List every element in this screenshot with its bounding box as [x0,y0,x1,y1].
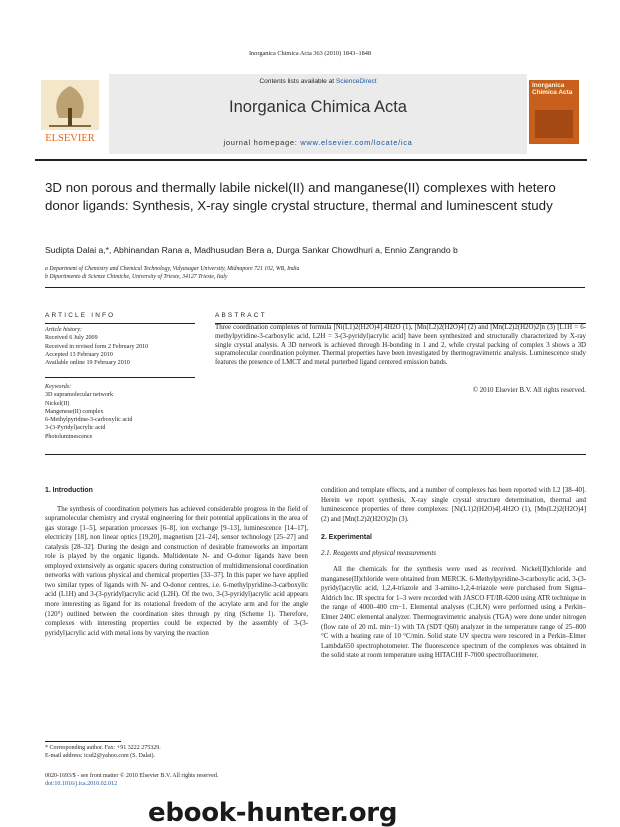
elsevier-wordmark: ELSEVIER [45,133,95,144]
article-info-rule [45,323,195,324]
watermark: ebook-hunter.org [148,798,398,827]
keywords-label: Keywords: [45,384,72,390]
elsevier-logo [35,78,105,146]
keyword-item: 3D supramolecular network [45,392,114,399]
article-history [45,326,195,367]
keyword-item: 6-Methylpyridine-3-carboxylic acid [45,417,133,424]
experimental-heading: 2. Experimental [321,534,372,542]
homepage-line [109,138,527,147]
history-label: Article history: [45,327,83,333]
introduction-heading: 1. Introduction [45,487,93,494]
right-column [321,486,586,661]
reagents-paragraph: All the chemicals for the synthesis were used as received. Nickel(II)chloride and manganese(II)chloride were obtained from MERCK. 6-Methylpyridine-3-carboxylic acid, 3-(3-pyridyl)acrylic acid, 1,2,4-triazole and 3-amino-1,2,4-triazole were purchased from Sigma–Aldrich Inc. IR spectra for 1–3 were recorded with JASCO FT/IR-6200 using ATR technique in the range of 4000–400 cm−1. Elemental analyses (C,H,N) were performed using a Perkin–Elmer 240C elemental analyzer. Thermogravimetric analysis (TGA) were done under nitrogen (flow rate of 20 mL min−1) with TA (SDT Q60) analyzer in the temperature range of 25–800 °C with a heating rate of 10 °C/min. Solid state UV spectra were rescored in a Perkin–Elmer Lambda650 spectrophotometer. The fluorescence spectrum of the complexes was obtained in the solid state at room temperature using HITACHI F-7000 spectrofluorimeter. [321,566,586,660]
keyword-item: Nickel(II) [45,400,70,407]
history-rule [45,377,195,378]
left-column [45,486,308,638]
introduction-continuation: condition and template effects, and a number of complexes has been reported with L2 [38–40]. Herein we report synthesis, X-ray single crystal structure determination, thermal and luminescence properties of three complexes: [Ni(L1)2(H2O)4].4H2O (1), [Mn(L2)2(H2O)4] (2) and [Mn(L2)2(H2O)2]n (3). [321,487,586,523]
keyword-item: Photoluminescence [45,433,93,440]
history-item: Available online 19 February 2010 [45,360,130,367]
journal-cover-image [529,80,579,144]
reagents-subheading: 2.1. Reagents and physical measurements [321,549,436,557]
article-info-heading: ARTICLE INFO [45,312,116,319]
journal-header [35,68,587,154]
issn-line: 0020-1693/$ - see front matter © 2010 Elsevier B.V. All rights reserved. [45,773,219,779]
history-item: Received in revised form 2 February 2010 [45,343,149,350]
keywords [45,383,195,441]
abstract-text: Three coordination complexes of formula [Ni(L1)2(H2O)4].4H2O (1), [Mn(L2)2(H2O)4] (2) and [Mn(L2)2(H2O)2]n (3) [L1H = 6-methylpyridine-3-carboxylic acid, L2H = 3-(3-pyridyl)acrylic acid] have been synthesized and structurally characterized by X-ray single crystal analysis. A 3D network is achieved through H-bonding in 1 and 2, while crystal packing of complex 3 shows a 3D supramolecular coordination polymer. Thermal properties have been investigated by thermogravimetric analysis. Luminescence study features the presence of LMCT and metal purterbed ligand centered emission bands. [215,324,586,367]
keyword-item: 3-(3-Pyridyl)acrylic acid [45,425,106,432]
contents-prefix: Contents lists available at [259,78,336,85]
email-note: E-mail address: icsd2@yahoo.com (S. Dalai). [45,753,155,759]
introduction-paragraph: The synthesis of coordination polymers has achieved considerable progress in the field of supramolecular chemistry and crystal engineering for their potential applications in the area of gas storage [1–5], separation processes [6–8], ion exchange [9–13], luminescence [14–17], electricity [18], non linear optics [19,20], magnetism [21–24], sensor technology [25–27] and catalysis [28–32]. During the design and construction of desirable frameworks an important role is played by the organic ligands. Multidentate N- and O-donor ligands have been employed extensively as organic spacers during construction of multidimensional coordination networks with various physical and chemical properties [33–37]. In this paper we have applied two similar types of ligands with N- and O-donor centres, i.e. 6-methylpyridine-3-carboxylic acid (L1H) and 3-(3-pyridyl)acrylic acid (L2H). Of the two, 3-(3-pyridyl)acrylic acid appears more interesting as ligand for its rotational freedom of the acrylate arm and for the angle (120°) outlined between the coordination sites through py ring (Scheme 1). Therefore, complexes with interesting properties could be expected by the assembly of 3-(3-pyridyl)acrylic acid with metal ions by varying the reaction [45,505,308,637]
sciencedirect-link[interactable]: ScienceDirect [335,78,377,85]
abstract-end-rule [45,454,586,455]
corresponding-author-note: * Corresponding author. Fax: +91 3222 275329. [45,745,161,751]
doi-link[interactable]: doi:10.1016/j.ica.2010.02.012 [45,781,118,787]
affiliation-a: a Department of Chemistry and Chemical Technology, Vidyasagar University, Midnapore 721 102, WB, India [45,266,300,272]
affiliation-rule [45,287,585,288]
article-title: 3D non porous and thermally labile nickel(II) and manganese(II) complexes with hetero donor ligands: Synthesis, X-ray single crystal structure, thermal and luminescent study [45,180,556,213]
history-item: Received 6 July 2009 [45,335,98,342]
author-list: Sudipta Dalai a,*, Abhinandan Rana a, Madhusudan Bera a, Durga Sankar Chowdhuri a, Ennio Zangrando b [45,245,458,255]
copyright-line: © 2010 Elsevier B.V. All rights reserved. [472,387,586,394]
journal-banner [109,74,527,154]
abstract-heading: ABSTRACT [215,312,267,319]
cover-artwork [535,110,573,138]
homepage-link[interactable]: www.elsevier.com/locate/ica [300,138,413,147]
affiliation-b: b Dipartimento di Scienze Chimiche, University of Trieste, 34127 Trieste, Italy [45,274,228,280]
contents-line [109,78,527,85]
cover-title: Inorganica Chimica Acta [532,82,573,96]
running-head: Inorganica Chimica Acta 363 (2010) 1843–1848 [248,50,372,57]
header-rule [35,159,587,161]
keyword-item: Mangenese(II) complex [45,408,104,415]
journal-title: Inorganica Chimica Acta [229,98,407,116]
history-item: Accepted 13 February 2010 [45,351,113,358]
footnote-rule [45,741,121,742]
homepage-prefix: journal homepage: [223,138,301,147]
